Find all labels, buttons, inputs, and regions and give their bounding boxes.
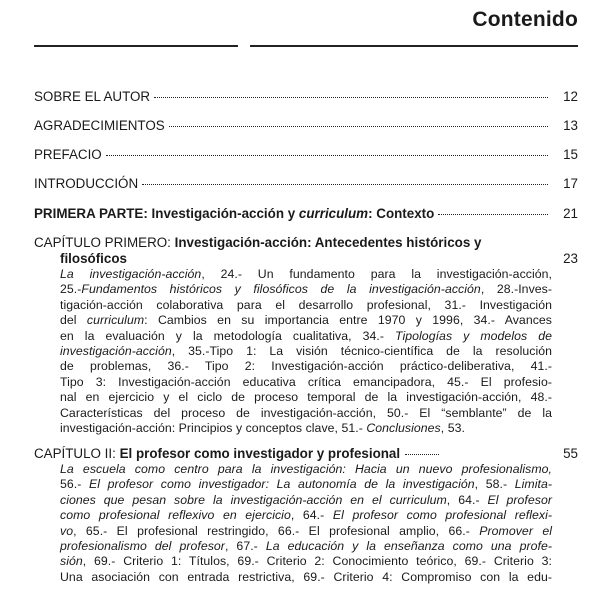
toc-entry-label: INTRODUCCIÓN (34, 176, 139, 191)
toc-entry[interactable] (34, 147, 578, 163)
summary-line: investigación-acción, 35.-Tipo 1: La visión técnico-científica de la resolución (60, 343, 552, 358)
summary-line: Una asociación con entrada restrictiva, 69.- Criterio 4: Compromiso con la edu- (60, 569, 552, 584)
summary-line: tigación-acción colaborativa para el desarrollo profesional, 31.- Investigación (60, 297, 552, 312)
toc-entry[interactable] (34, 118, 578, 134)
chapter-summary (60, 462, 552, 585)
chapter-2-entry[interactable] (34, 446, 578, 585)
dot-leader (438, 214, 548, 215)
summary-line: sión, 69.- Criterio 1: Títulos, 69.- Criterio 2: Conocimiento teórico, 69.- Criterio 3: (60, 554, 552, 569)
toc-entry-page: 23 (563, 251, 578, 266)
chapter-heading: CAPÍTULO II: El profesor como investigador y profesional 55 (34, 446, 578, 461)
chapter-summary (60, 267, 552, 436)
page-title: Contenido (472, 8, 578, 31)
summary-line: investigación-acción: Principios y conceptos clave, 51.- Conclusiones, 53. (60, 420, 465, 435)
toc-entry-label: SOBRE EL AUTOR (34, 89, 151, 104)
part-title: PRIMERA PARTE: Investigación-acción y curriculum: Contexto (34, 206, 435, 221)
summary-line: del curriculum: Cambios en su importancia entre 1970 y 1996, 34.- Avances (60, 313, 552, 328)
dot-leader (142, 184, 548, 185)
dot-leader (405, 454, 439, 455)
summary-line: vo, 65.- El profesional restringido, 66.- El profesional amplio, 66.- Promover el (60, 523, 552, 538)
toc-entry[interactable] (34, 89, 578, 105)
dot-leader (169, 126, 548, 127)
toc-entry-page: 12 (563, 89, 578, 104)
summary-line: en la evaluación y la metodología cualitativa, 34.- Tipologías y modelos de (60, 328, 552, 343)
toc-entry-page: 15 (563, 147, 578, 162)
summary-line: 25.-Fundamentos históricos y filosóficos de la investigación-acción, 28.-Inves- (60, 282, 553, 297)
toc-entry-page: 21 (563, 206, 578, 221)
summary-line: 56.- El profesor como investigador: La autonomía de la investigación, 58.- Limita- (60, 477, 552, 492)
header-rule-right (250, 45, 578, 47)
toc-entry-page: 17 (563, 176, 578, 191)
header-rule-left (34, 45, 238, 47)
dot-leader (154, 97, 548, 98)
toc-entry-label: AGRADECIMIENTOS (34, 118, 165, 133)
chapter-1-entry[interactable] (34, 235, 578, 436)
chapter-heading-cont: filosóficos 23 (60, 251, 578, 266)
summary-line: Tipo 3: Investigación-acción educativa crítica emancipadora, 45.- El profesio- (60, 374, 552, 389)
dot-leader (106, 155, 548, 156)
summary-line: La escuela como centro para la investigación: Hacia un nuevo profesionalismo, (60, 462, 552, 476)
toc-part-entry[interactable] (34, 206, 578, 222)
toc-entry[interactable] (34, 176, 578, 192)
summary-line: profesionalismo del profesor, 67.- La educación y la enseñanza como una profe- (60, 538, 553, 553)
summary-line: nal en ejercicio y el ciclo de proceso temporal de la investigación-acción, 48.- (60, 390, 552, 405)
summary-line: Características del proceso de investigación-acción, 50.- El “semblante” de la (60, 405, 552, 420)
toc-entry-page: 55 (563, 446, 578, 461)
toc-entry-label: PREFACIO (34, 147, 102, 162)
summary-line: como profesional reflexivo en ejercicio, 64.- El profesor como profesional reflexi- (60, 508, 552, 523)
summary-line: de problemas, 36.- Tipo 2: Investigación-acción práctico-deliberativa, 41.- (60, 359, 552, 374)
summary-line: ciones que pesan sobre la investigación-acción en el curriculum, 64.- El profesor (60, 492, 552, 507)
toc-entry-page: 13 (563, 118, 578, 133)
chapter-heading: CAPÍTULO PRIMERO: Investigación-acción: Antecedentes históricos y (34, 235, 482, 250)
summary-line: La investigación-acción, 24.- Un fundamento para la investigación-acción, (60, 267, 552, 281)
